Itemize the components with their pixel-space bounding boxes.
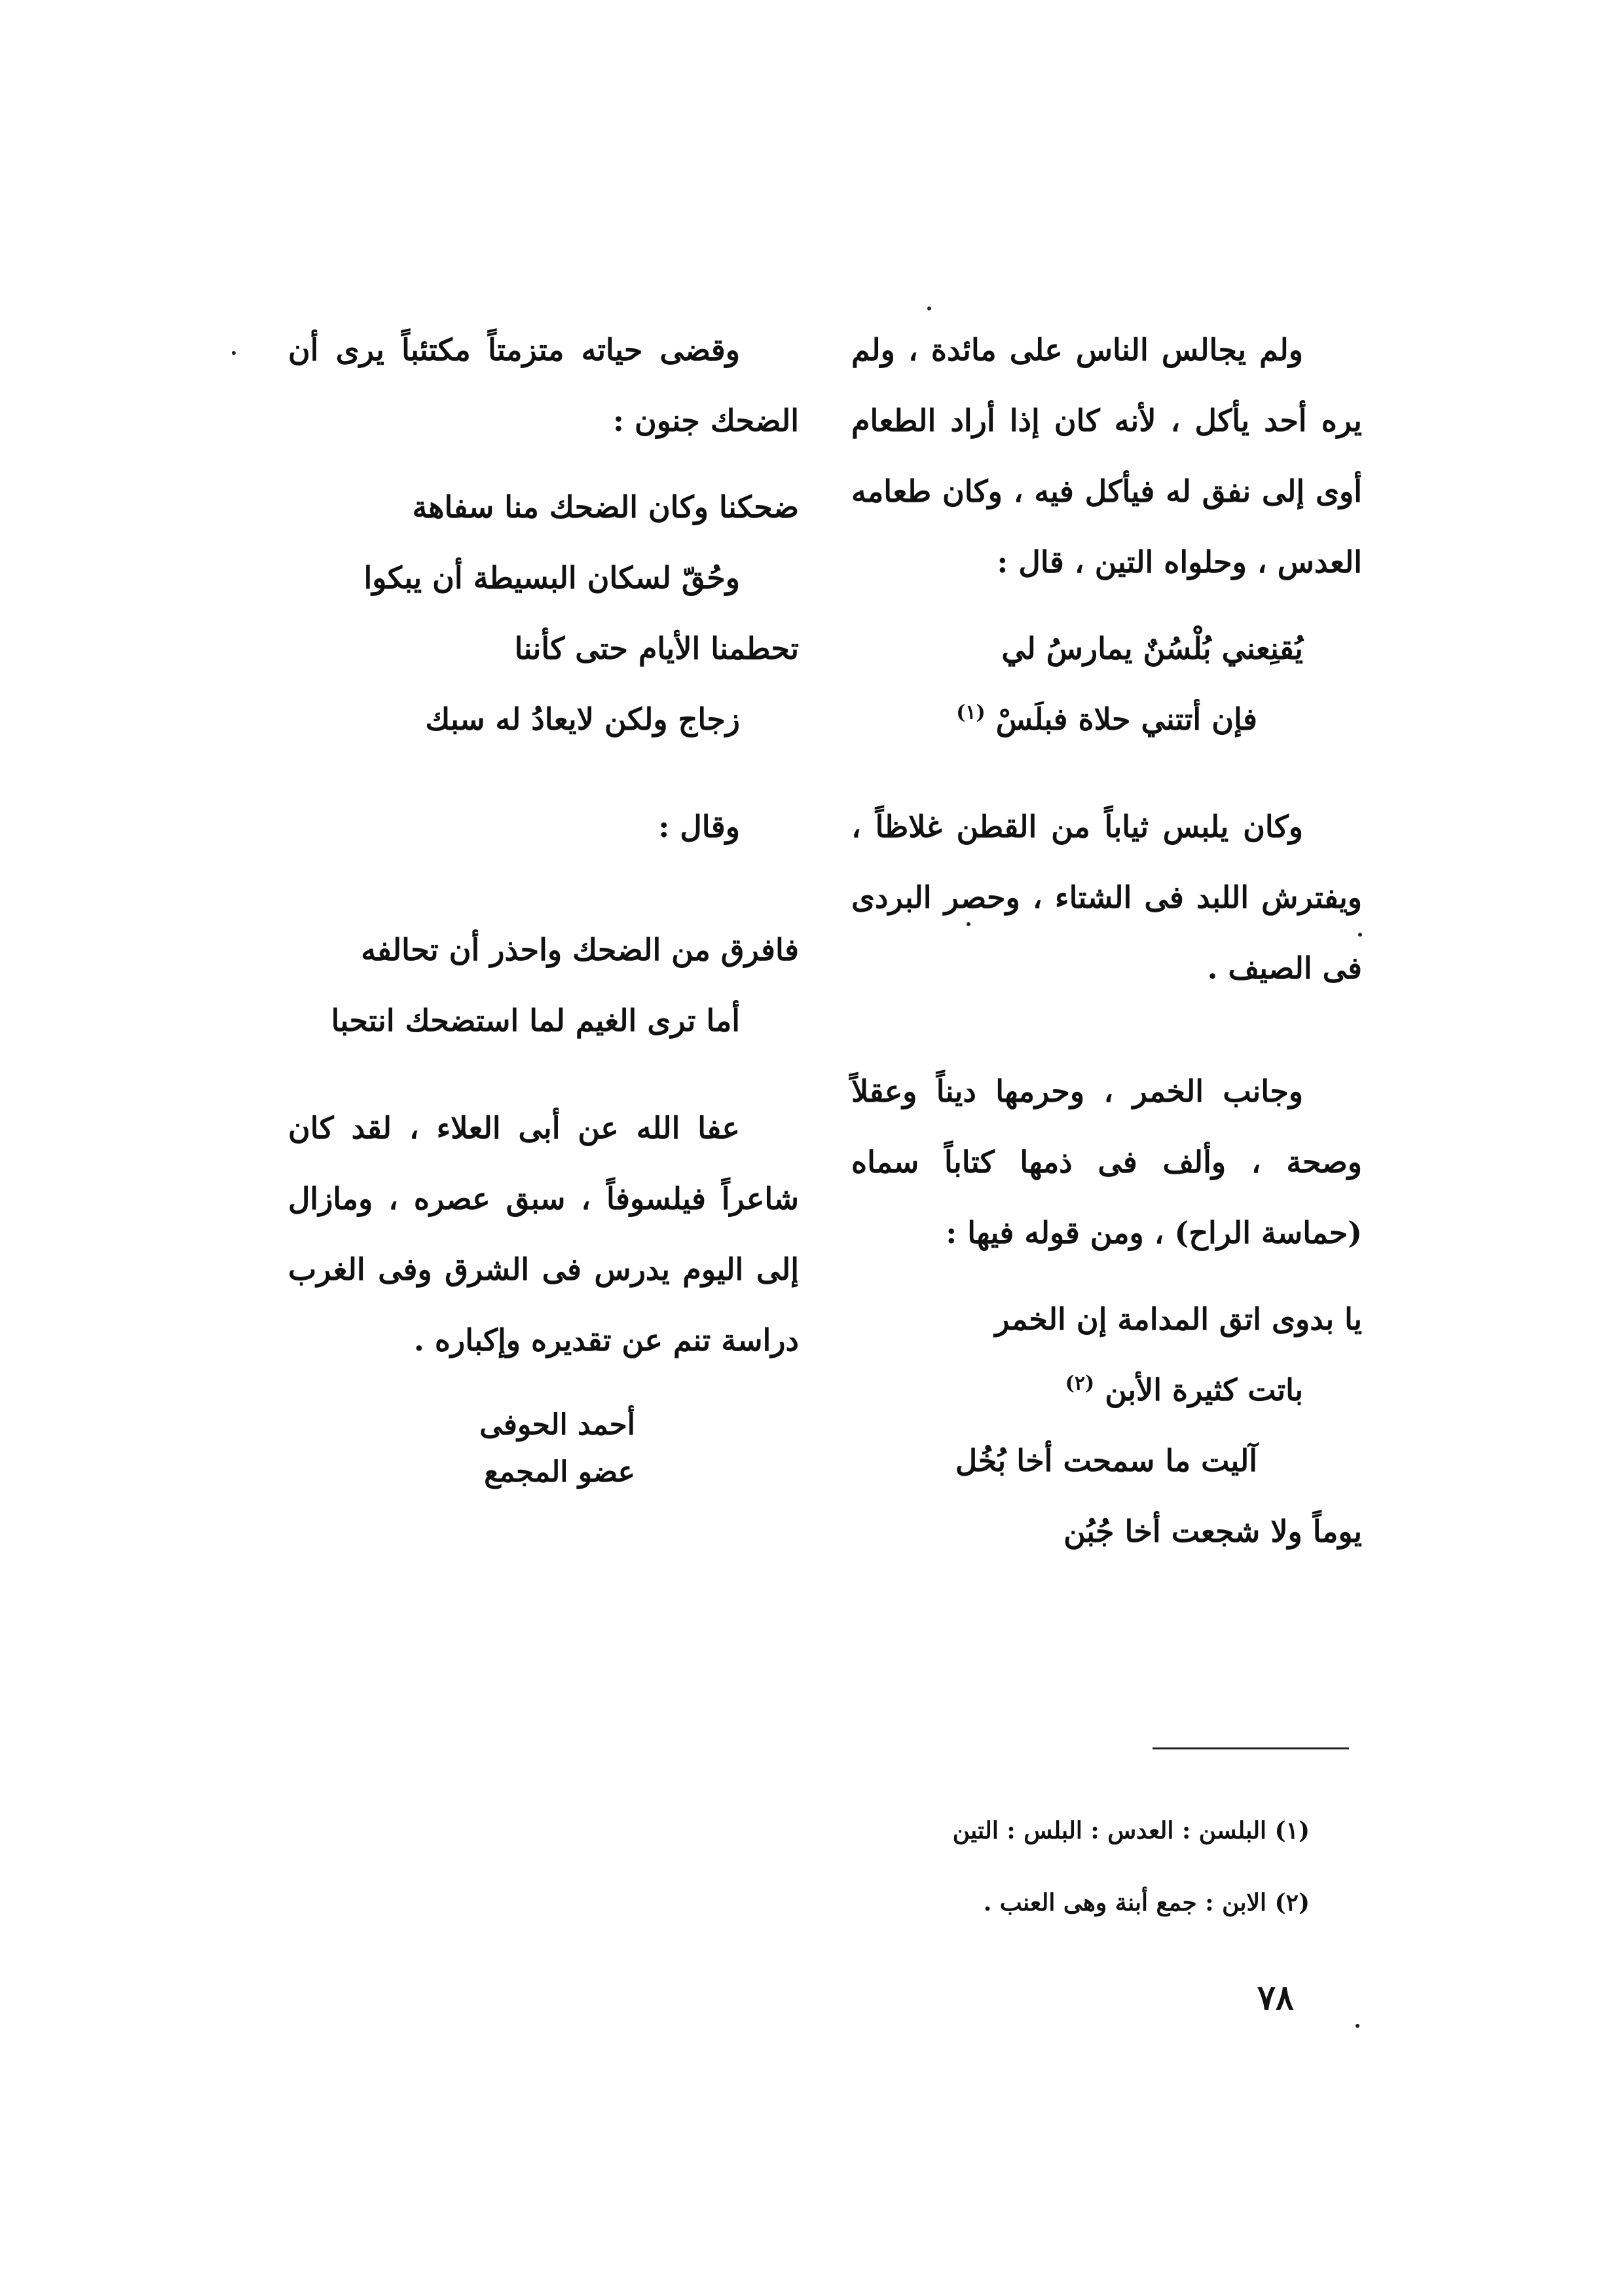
paragraph: وقال : (658, 809, 740, 844)
footnote-1: (١) البلسن : العدس : البلس : التين (952, 1817, 1310, 1844)
scan-dot (232, 351, 236, 355)
footnote-2: (٢) الابن : جمع أبنة وهى العنب . (983, 1889, 1310, 1916)
paragraph: وكان يلبس ثياباً من القطن غلاظاً ، ويفترش اللبد فى الشتاء ، وحصر البردى فى الصيف . (851, 809, 1362, 986)
spacer (851, 755, 1362, 791)
verse-line: آليت ما سمحت أخا بُخُل (955, 1443, 1257, 1478)
verse-line: وحُقّ لسكان البسيطة أن يبكوا (363, 560, 740, 595)
footnote-divider (1153, 1747, 1349, 1749)
spacer (851, 1019, 1362, 1056)
verse-text: باتت كثيرة الأبن (1105, 1372, 1303, 1408)
verse-line: فافرق من الضحك واحذر أن تحالفه (361, 932, 799, 967)
verse-text: فإن أتتني حلاة فبلَسْ (995, 701, 1257, 737)
page-number: ٧٨ (1257, 1978, 1294, 2018)
paragraph: ولم يجالس الناس على مائدة ، ولم يره أحد يأكل ، لأنه كان إذا أراد الطعام أوى إلى نفق له فيأكل فيه ، وكان طعامه العدس ، وحلواه التين ، قال : (851, 332, 1362, 580)
verse-line: ضحكنا وكان الضحك منا سفاهة (412, 489, 799, 525)
paragraph: عفا الله عن أبى العلاء ، لقد كان شاعراً فيلسوفاً ، سبق عصره ، ومازال إلى اليوم يدرس فى الشرق وفى الغرب دراسة تنم عن تقديره وإكباره . (288, 1110, 799, 1358)
spacer (288, 878, 799, 914)
footnotes (851, 1795, 1310, 1939)
verse-line (851, 1354, 1362, 1425)
spacer (288, 755, 799, 791)
verse-line: أما ترى الغيم لما استضحك انتحبا (331, 1003, 740, 1038)
scan-dot (927, 307, 931, 310)
footnote-ref: (١) (956, 701, 986, 724)
author-title: عضو المجمع (484, 1455, 635, 1489)
verse-line: يوماً ولا شجعت أخا جُبُن (1063, 1514, 1362, 1549)
scan-dot (1356, 2024, 1359, 2028)
verse-line: زجاج ولكن لايعادُ له سبك (425, 701, 740, 737)
spacer (288, 1056, 799, 1092)
verse-line: تحطمنا الأيام حتى كأننا (514, 631, 799, 666)
verse-line: يُقنِعني بُلْسُنٌ يمارسُ لي (1001, 631, 1303, 666)
footnote-ref: (٢) (1065, 1371, 1095, 1395)
paragraph: وقضى حياته متزمتاً مكتئباً يرى أن الضحك جنون : (288, 332, 799, 438)
paragraph: وجانب الخمر ، وحرمها ديناً وعقلاً وصحة ، وألف فى ذمها كتاباً سماه (حماسة الراح) ، ومن قوله فيها : (851, 1073, 1362, 1250)
left-column (288, 314, 799, 1496)
signature (288, 1402, 799, 1496)
right-column (851, 314, 1362, 1567)
author-name: أحمد الحوفى (479, 1408, 635, 1442)
verse-line (851, 684, 1362, 755)
verse-line: يا بدوى اتق المدامة إن الخمر (995, 1301, 1362, 1337)
